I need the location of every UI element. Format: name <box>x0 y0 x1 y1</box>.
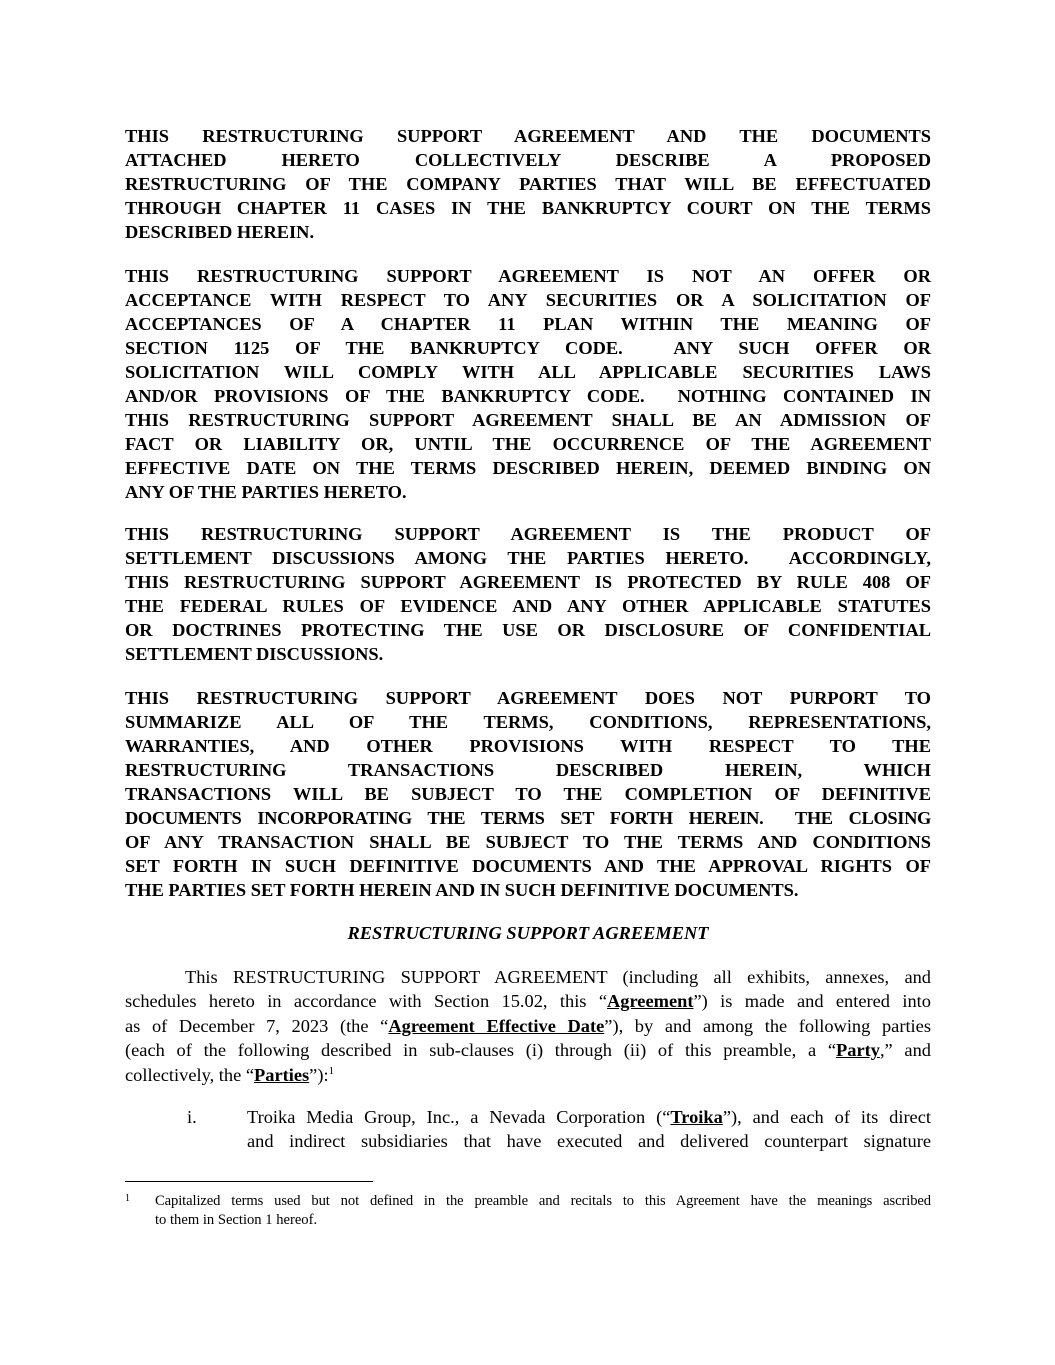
defined-term-effective-date: Agreement Effective Date <box>388 1015 605 1036</box>
disclaimer-paragraph-1 <box>125 124 931 244</box>
disclaimer-paragraph-2 <box>125 264 931 504</box>
text-line <box>247 1105 931 1129</box>
text-fragment: ”), by and among the following parties <box>604 1015 931 1036</box>
text-fragment: ”) is made and entered into <box>693 991 931 1012</box>
defined-term-parties: Parties <box>254 1064 310 1085</box>
list-number: i. <box>187 1107 197 1127</box>
text-line <box>125 1014 931 1038</box>
footnote-reference[interactable]: 1 <box>328 1064 335 1077</box>
text-line: THIS RESTRUCTURING SUPPORT AGREEMENT IS THE PRODUCT OF <box>125 524 931 544</box>
footnote-separator <box>125 1181 373 1182</box>
text-fragment: ”): <box>309 1064 329 1085</box>
text-line <box>125 989 931 1013</box>
text-line: THROUGH CHAPTER 11 CASES IN THE BANKRUPTCY COURT ON THE TERMS <box>125 198 931 218</box>
text-fragment: Troika Media Group, Inc., a Nevada Corporation (“ <box>247 1107 671 1127</box>
text-line: ATTACHED HERETO COLLECTIVELY DESCRIBE A PROPOSED <box>125 150 931 170</box>
text-line: THIS RESTRUCTURING SUPPORT AGREEMENT IS NOT AN OFFER OR <box>125 266 931 286</box>
text-line: Capitalized terms used but not defined in the preamble and recitals to this Agreement have the meanings ascribed <box>155 1193 931 1209</box>
text-line: SET FORTH IN SUCH DEFINITIVE DOCUMENTS AND THE APPROVAL RIGHTS OF <box>125 856 931 876</box>
text-fragment: (each of the following described in sub-clauses (i) through (ii) of this preamble, a “ <box>125 1040 837 1061</box>
disclaimer-paragraph-4 <box>125 686 931 902</box>
text-line <box>125 1038 931 1062</box>
text-line: WARRANTIES, AND OTHER PROVISIONS WITH RESPECT TO THE <box>125 736 931 756</box>
text-line: RESTRUCTURING OF THE COMPANY PARTIES THAT WILL BE EFFECTUATED <box>125 174 931 194</box>
text-line: to them in Section 1 hereof. <box>155 1212 318 1228</box>
text-line: ACCEPTANCES OF A CHAPTER 11 PLAN WITHIN THE MEANING OF <box>125 314 931 334</box>
text-line: THIS RESTRUCTURING SUPPORT AGREEMENT IS PROTECTED BY RULE 408 OF <box>125 572 931 592</box>
preamble-paragraph <box>125 965 931 1087</box>
text-fragment: as of December 7, 2023 (the “ <box>125 1015 389 1036</box>
text-line: OR DOCTRINES PROTECTING THE USE OR DISCLOSURE OF CONFIDENTIAL <box>125 620 931 640</box>
text-line: SUMMARIZE ALL OF THE TERMS, CONDITIONS, REPRESENTATIONS, <box>125 712 931 732</box>
text-line: THIS RESTRUCTURING SUPPORT AGREEMENT SHALL BE AN ADMISSION OF <box>125 410 931 430</box>
text-fragment: ”), and each of its direct <box>722 1107 931 1127</box>
text-line: SETTLEMENT DISCUSSIONS. <box>125 644 384 664</box>
text-line: This RESTRUCTURING SUPPORT AGREEMENT (including all exhibits, annexes, and <box>185 967 931 987</box>
text-line: THIS RESTRUCTURING SUPPORT AGREEMENT DOES NOT PURPORT TO <box>125 688 931 708</box>
text-line: RESTRUCTURING TRANSACTIONS DESCRIBED HEREIN, WHICH <box>125 760 931 780</box>
text-line: DESCRIBED HEREIN. <box>125 222 315 242</box>
text-line: THE PARTIES SET FORTH HEREIN AND IN SUCH DEFINITIVE DOCUMENTS. <box>125 880 799 900</box>
text-line: ANY OF THE PARTIES HERETO. <box>125 482 407 502</box>
text-line: AND/OR PROVISIONS OF THE BANKRUPTCY CODE. NOTHING CONTAINED IN <box>125 386 931 406</box>
text-line: THE FEDERAL RULES OF EVIDENCE AND ANY OTHER APPLICABLE STATUTES <box>125 596 931 616</box>
text-line: FACT OR LIABILITY OR, UNTIL THE OCCURRENCE OF THE AGREEMENT <box>125 434 931 454</box>
footnote-text <box>155 1192 931 1230</box>
text-fragment: schedules hereto in accordance with Section 15.02, this “ <box>125 991 607 1012</box>
text-fragment: ,” and <box>879 1040 931 1061</box>
text-line: TRANSACTIONS WILL BE SUBJECT TO THE COMPLETION OF DEFINITIVE <box>125 784 931 804</box>
text-line: DOCUMENTS INCORPORATING THE TERMS SET FORTH HEREIN. THE CLOSING <box>125 808 931 828</box>
text-line: THIS RESTRUCTURING SUPPORT AGREEMENT AND THE DOCUMENTS <box>125 126 931 146</box>
text-fragment: collectively, the “ <box>125 1064 255 1085</box>
agreement-heading: RESTRUCTURING SUPPORT AGREEMENT <box>347 923 709 943</box>
text-line: OF ANY TRANSACTION SHALL BE SUBJECT TO THE TERMS AND CONDITIONS <box>125 832 931 852</box>
text-line <box>125 1063 931 1087</box>
defined-term-troika: Troika <box>670 1107 723 1127</box>
defined-term-agreement: Agreement <box>607 991 694 1012</box>
text-line: EFFECTIVE DATE ON THE TERMS DESCRIBED HEREIN, DEEMED BINDING ON <box>125 458 931 478</box>
disclaimer-paragraph-3 <box>125 522 931 666</box>
text-line: and indirect subsidiaries that have executed and delivered counterpart signature <box>247 1131 931 1152</box>
list-item-text <box>247 1105 931 1154</box>
footnote-number: 1 <box>125 1193 130 1204</box>
text-line: SECTION 1125 OF THE BANKRUPTCY CODE. ANY SUCH OFFER OR <box>125 338 931 358</box>
text-line: SOLICITATION WILL COMPLY WITH ALL APPLICABLE SECURITIES LAWS <box>125 362 931 382</box>
text-line: ACCEPTANCE WITH RESPECT TO ANY SECURITIES OR A SOLICITATION OF <box>125 290 931 310</box>
text-line: SETTLEMENT DISCUSSIONS AMONG THE PARTIES HERETO. ACCORDINGLY, <box>125 548 931 568</box>
defined-term-party: Party <box>836 1040 880 1061</box>
